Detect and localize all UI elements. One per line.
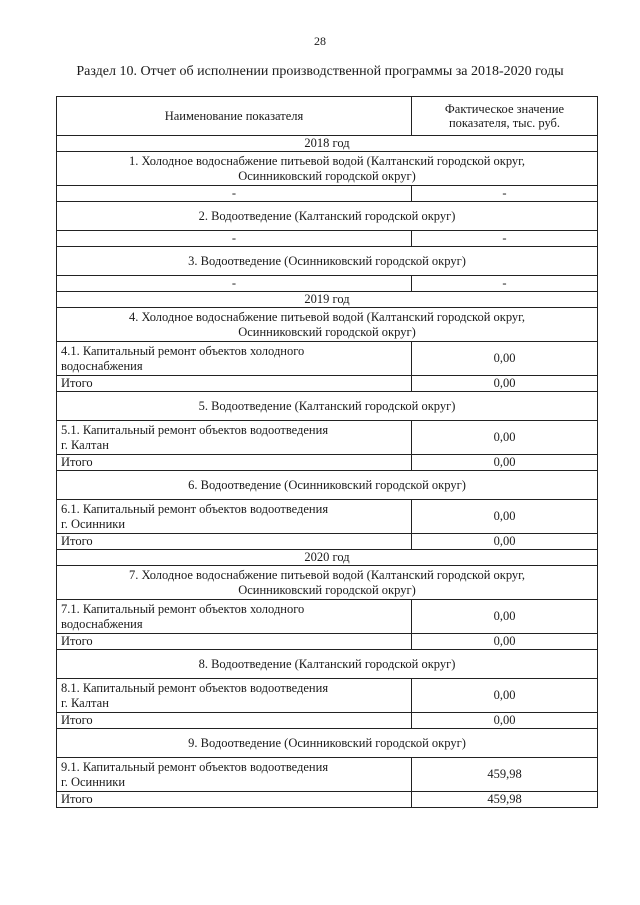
year-label: 2019 год <box>57 292 598 308</box>
item-name-line2: г. Калтан <box>61 437 109 452</box>
total-value: 459,98 <box>412 792 598 808</box>
item-row <box>57 342 598 376</box>
total-label: Итого <box>57 792 412 808</box>
item-value: 0,00 <box>412 421 598 455</box>
total-row <box>57 792 598 808</box>
section-row <box>57 202 598 231</box>
section-title-line2: Осинниковский городской округ) <box>238 168 416 183</box>
page-number: 28 <box>314 34 326 48</box>
section-row <box>57 650 598 679</box>
total-label: Итого <box>57 634 412 650</box>
item-name-line1: 8.1. Капитальный ремонт объектов водоотведения <box>61 680 329 695</box>
header-value-column <box>412 97 598 136</box>
total-label: Итого <box>57 534 412 550</box>
item-name-line2: г. Осинники <box>61 516 126 531</box>
item-name <box>57 500 412 534</box>
header-value-line1: Фактическое значение <box>444 102 565 116</box>
section-row <box>57 152 598 186</box>
dash-name: - <box>57 231 412 247</box>
item-name-line1: 9.1. Капитальный ремонт объектов водоотведения <box>61 759 329 774</box>
section-row <box>57 729 598 758</box>
total-label: Итого <box>57 376 412 392</box>
item-value: 0,00 <box>412 679 598 713</box>
section-row <box>57 471 598 500</box>
item-name-line1: 5.1. Капитальный ремонт объектов водоотведения <box>61 422 329 437</box>
total-row <box>57 455 598 471</box>
total-row <box>57 634 598 650</box>
section-row <box>57 392 598 421</box>
item-name <box>57 679 412 713</box>
section-title-cell <box>57 566 598 600</box>
total-value: 0,00 <box>412 455 598 471</box>
item-name-line1: 7.1. Капитальный ремонт объектов холодного <box>61 601 305 616</box>
dash-name: - <box>57 186 412 202</box>
item-row <box>57 421 598 455</box>
header-value-line2: показателя, тыс. руб. <box>448 116 561 130</box>
total-row <box>57 534 598 550</box>
section-title-line2: Осинниковский городской округ) <box>238 324 416 339</box>
year-label: 2018 год <box>57 136 598 152</box>
dash-value: - <box>412 186 598 202</box>
year-row <box>57 550 598 566</box>
dash-value: - <box>412 231 598 247</box>
section-title-cell: 8. Водоотведение (Калтанский городской округ) <box>57 650 598 679</box>
total-label: Итого <box>57 455 412 471</box>
total-value: 0,00 <box>412 534 598 550</box>
section-title-cell <box>57 308 598 342</box>
item-name <box>57 342 412 376</box>
item-value: 0,00 <box>412 342 598 376</box>
section-row <box>57 566 598 600</box>
item-value: 459,98 <box>412 758 598 792</box>
section-title-cell: 2. Водоотведение (Калтанский городской округ) <box>57 202 598 231</box>
item-name <box>57 421 412 455</box>
item-row <box>57 600 598 634</box>
header-name-column: Наименование показателя <box>57 97 412 136</box>
total-row <box>57 376 598 392</box>
section-title: Раздел 10. Отчет об исполнении производственной программы за 2018-2020 годы <box>76 64 564 79</box>
item-name-line2: водоснабжения <box>61 358 143 373</box>
year-label: 2020 год <box>57 550 598 566</box>
section-title-line2: Осинниковский городской округ) <box>238 582 416 597</box>
item-row <box>57 500 598 534</box>
item-row <box>57 758 598 792</box>
year-row <box>57 136 598 152</box>
item-name-line1: 4.1. Капитальный ремонт объектов холодного <box>61 343 305 358</box>
dash-name: - <box>57 276 412 292</box>
section-title-line1: 1. Холодное водоснабжение питьевой водой (Калтанский городской округ, <box>128 153 526 168</box>
total-value: 0,00 <box>412 634 598 650</box>
dash-value: - <box>412 276 598 292</box>
item-name-line2: г. Осинники <box>61 774 126 789</box>
item-value: 0,00 <box>412 600 598 634</box>
empty-data-row <box>57 186 598 202</box>
section-title-cell: 9. Водоотведение (Осинниковский городской округ) <box>57 729 598 758</box>
section-row <box>57 247 598 276</box>
item-value: 0,00 <box>412 500 598 534</box>
total-row <box>57 713 598 729</box>
year-row <box>57 292 598 308</box>
section-title-line1: 7. Холодное водоснабжение питьевой водой (Калтанский городской округ, <box>128 567 526 582</box>
item-row <box>57 679 598 713</box>
section-title-line1: 4. Холодное водоснабжение питьевой водой (Калтанский городской округ, <box>128 309 526 324</box>
empty-data-row <box>57 231 598 247</box>
section-title-cell: 6. Водоотведение (Осинниковский городской округ) <box>57 471 598 500</box>
item-name <box>57 600 412 634</box>
section-row <box>57 308 598 342</box>
report-table <box>56 96 598 808</box>
item-name-line2: водоснабжения <box>61 616 143 631</box>
total-value: 0,00 <box>412 713 598 729</box>
section-title-cell: 5. Водоотведение (Калтанский городской округ) <box>57 392 598 421</box>
section-title-cell: 3. Водоотведение (Осинниковский городской округ) <box>57 247 598 276</box>
table-header-row <box>57 97 598 136</box>
section-title-cell <box>57 152 598 186</box>
empty-data-row <box>57 276 598 292</box>
total-value: 0,00 <box>412 376 598 392</box>
item-name-line2: г. Калтан <box>61 695 109 710</box>
total-label: Итого <box>57 713 412 729</box>
item-name <box>57 758 412 792</box>
item-name-line1: 6.1. Капитальный ремонт объектов водоотведения <box>61 501 329 516</box>
